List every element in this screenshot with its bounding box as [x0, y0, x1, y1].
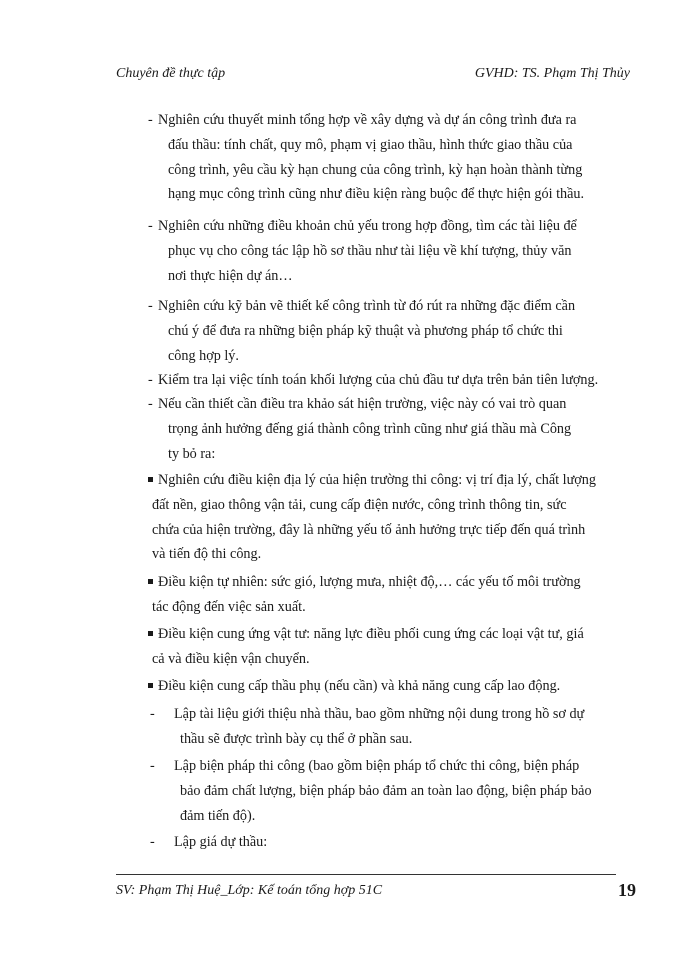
text-line: cả và điều kiện vận chuyển. — [152, 650, 310, 667]
dash-bullet: - — [148, 396, 153, 412]
text-line: Nếu cần thiết cần điều tra khảo sát hiện trường, việc này có vai trò quan — [158, 396, 567, 412]
text-line: Lập giá dự thầu: — [174, 834, 268, 850]
text-line: công trình, yêu cầu kỳ hạn chung của công trình, kỳ hạn hoàn thành từng — [168, 161, 583, 178]
text-line: Lập biện pháp thi công (bao gồm biện pháp tổ chức thi công, biện pháp — [174, 758, 580, 774]
page-footer — [116, 880, 636, 904]
header-supervisor: GVHD: TS. Phạm Thị Thủy — [474, 66, 630, 81]
square-bullet-icon — [148, 674, 153, 699]
text-line: đất nền, giao thông vận tải, cung cấp điện nước, công trình thông tin, sức — [152, 496, 567, 513]
text-line: trọng ảnh hưởng đếng giá thành công trình cũng như giá thầu mà Công — [168, 420, 572, 437]
text-line: đấu thầu: tính chất, quy mô, phạm vị giao thầu, hình thức giao thầu của — [168, 136, 573, 153]
square-bullet-icon — [148, 570, 153, 595]
text-line: Điều kiện cung ứng vật tư: năng lực điều phối cung ứng các loại vật tư, giá — [158, 626, 584, 642]
text-line: hạng mục công trình cũng như điều kiện ràng buộc để thực hiện gói thầu. — [168, 186, 585, 203]
dash-bullet: - — [148, 298, 153, 314]
dash-bullet: - — [148, 112, 153, 128]
dash-bullet: - — [148, 218, 153, 234]
footer-divider — [116, 874, 616, 875]
text-line: và tiến độ thi công. — [152, 546, 262, 563]
text-line: Kiểm tra lại việc tính toán khối lượng của chủ đầu tư dựa trên bản tiên lượng. — [158, 372, 599, 388]
text-line: công hợp lý. — [168, 347, 239, 364]
text-line: phục vụ cho công tác lập hồ sơ thầu như tài liệu về khí tượng, thủy văn — [168, 242, 572, 259]
page-number: 19 — [618, 880, 636, 900]
text-line: chứa của hiện trường, đây là những yếu tố ảnh hưởng trực tiếp đến quá trình — [152, 521, 586, 538]
text-line: thầu sẽ được trình bày cụ thể ở phần sau. — [180, 730, 413, 747]
text-line: bảo đảm chất lượng, biện pháp bảo đảm an toàn lao động, biện pháp bảo — [180, 782, 592, 799]
text-line: nơi thực hiện dự án… — [168, 267, 293, 284]
text-line: chú ý để đưa ra những biện pháp kỹ thuật và phương pháp tổ chức thi — [168, 322, 563, 339]
text-line: Nghiên cứu kỹ bản vẽ thiết kế công trình từ đó rút ra những đặc điểm cần — [158, 298, 576, 314]
text-line: Nghiên cứu điều kiện địa lý của hiện trường thi công: vị trí địa lý, chất lượng — [158, 472, 596, 488]
text-line: Điều kiện cung cấp thầu phụ (nếu cần) và khả năng cung cấp lao động. — [158, 678, 561, 694]
dash-bullet: - — [148, 372, 153, 388]
dash-bullet: - — [150, 758, 155, 774]
text-line: đảm tiến độ). — [180, 807, 256, 824]
text-line: Điều kiện tự nhiên: sức gió, lượng mưa, nhiệt độ,… các yếu tố môi trường — [158, 574, 581, 590]
text-line: tác động đến việc sản xuất. — [152, 598, 306, 615]
page-header — [116, 66, 630, 84]
text-line: ty bỏ ra: — [168, 445, 216, 462]
footer-student: SV: Phạm Thị Huệ_Lớp: Kế toán tổng hợp 51C — [116, 883, 383, 898]
text-line: Nghiên cứu thuyết minh tổng hợp về xây dựng và dự án công trình đưa ra — [158, 112, 577, 128]
dash-bullet: - — [150, 834, 155, 850]
text-line: Lập tài liệu giới thiệu nhà thầu, bao gồm những nội dung trong hồ sơ dự — [174, 706, 585, 722]
text-line: Nghiên cứu những điều khoản chủ yếu trong hợp đồng, tìm các tài liệu để — [158, 218, 577, 234]
square-bullet-icon — [148, 468, 153, 493]
square-bullet-icon — [148, 622, 153, 647]
dash-bullet: - — [150, 706, 155, 722]
header-title: Chuyên đề thực tập — [116, 66, 226, 81]
